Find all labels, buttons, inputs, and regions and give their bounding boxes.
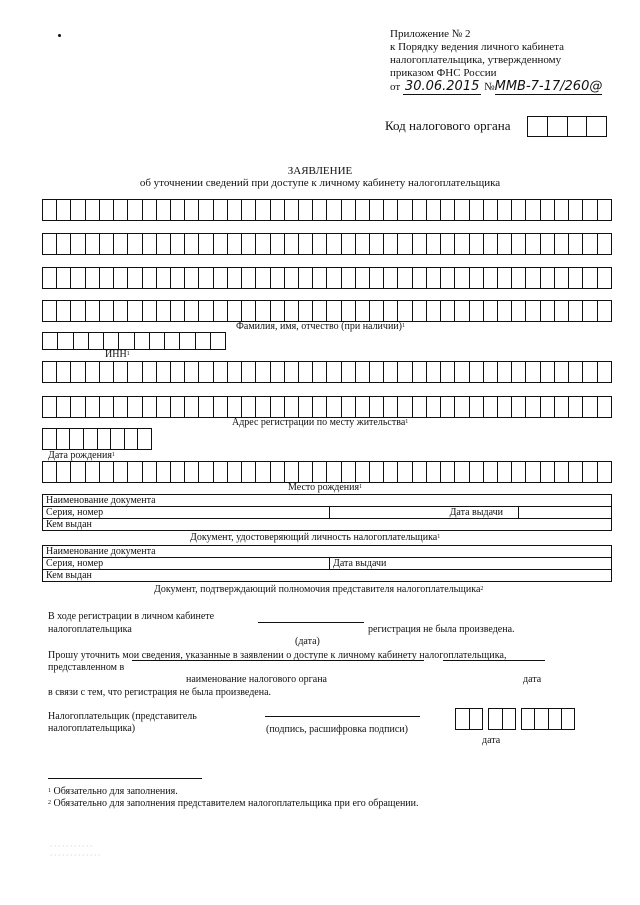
signer-line2: налогоплательщика) <box>48 723 136 734</box>
doc2-series-label: Серия, номер <box>43 558 330 570</box>
p2-line1: Прошу уточнить мои сведения, указанные в заявлении о доступе к личному кабинету налогоплательщика, <box>48 650 507 661</box>
fio-caption: Фамилия, имя, отчество (при наличии)$^1$ <box>236 321 405 332</box>
address-row-2[interactable] <box>42 396 612 418</box>
fio-row-3[interactable] <box>42 267 612 289</box>
p1-date-caption: (дата) <box>295 636 320 647</box>
appendix-order-line <box>390 80 602 94</box>
address-row-1[interactable] <box>42 361 612 383</box>
sign-date-month[interactable] <box>488 708 516 730</box>
appendix-date: 30.06.2015 <box>404 79 480 94</box>
p2-line2: представленном в <box>48 662 125 673</box>
doc2-issue-date-label: Дата выдачи <box>330 558 612 570</box>
birth-date-caption: Дата рождения$^1$ <box>48 450 115 461</box>
tax-code-label: Код налогового органа <box>385 118 511 133</box>
doc2-issued-by-label: Кем выдан <box>43 570 612 582</box>
signature-caption: (подпись, расшифровка подписи) <box>266 724 408 735</box>
rep-document-table <box>42 545 612 582</box>
appendix-from: от <box>390 81 401 93</box>
doc1-issued-by-label: Кем выдан <box>43 519 612 531</box>
p1-date-field[interactable] <box>258 622 364 623</box>
doc1-issue-date-field[interactable] <box>519 507 612 519</box>
footnote-divider <box>48 778 202 779</box>
doc1-name-label: Наименование документа <box>43 495 612 507</box>
inn-caption: ИНН$^1$ <box>105 349 130 360</box>
form-subtitle: об уточнении сведений при доступе к личному кабинету налогоплательщика <box>139 177 501 189</box>
appendix-line3: налогоплательщика, утвержденному <box>390 54 562 66</box>
inn-boxes[interactable] <box>42 332 226 350</box>
p1-left-line1: В ходе регистрации в личном кабинете <box>48 611 215 622</box>
id-document-table <box>42 494 612 531</box>
doc1-series-label: Серия, номер <box>43 507 330 519</box>
scan-dot <box>58 34 61 37</box>
sign-date-day[interactable] <box>455 708 483 730</box>
signer-line1: Налогоплательщик (представитель <box>48 711 197 722</box>
p2-line3: в связи с тем, что регистрация не была произведена. <box>48 687 272 698</box>
footnote-1: $^1$ Обязательно для заполнения. <box>48 786 178 797</box>
address-caption: Адрес регистрации по месту жительства$^1$ <box>232 417 409 428</box>
signature-field[interactable] <box>265 716 420 717</box>
doc1-issue-date-label: Дата выдачи <box>330 507 519 519</box>
appendix-number: ММВ-7-17/260@ <box>494 79 603 94</box>
appendix-line2: к Порядку ведения личного кабинета <box>390 41 564 53</box>
sign-date-caption: дата <box>482 735 501 746</box>
footnote-2: $^2$ Обязательно для заполнения представителем налогоплательщика при его обращении. <box>48 798 419 809</box>
appendix-no: № <box>484 81 495 93</box>
rep-doc-caption: Документ, подтверждающий полномочия представителя налогоплательщика$^2$ <box>154 584 484 595</box>
p2-org-caption: наименование налогового органа <box>186 674 327 685</box>
fio-row-2[interactable] <box>42 233 612 255</box>
p1-right: регистрация не была произведена. <box>368 624 515 635</box>
sign-date-year[interactable] <box>521 708 575 730</box>
p1-left-line2: налогоплательщика <box>48 624 132 635</box>
id-doc-caption: Документ, удостоверяющий личность налогоплательщика$^1$ <box>190 532 441 543</box>
birth-place-row[interactable] <box>42 461 612 483</box>
appendix-line1: Приложение № 2 <box>390 28 471 40</box>
p2-date-caption: дата <box>523 674 542 685</box>
birth-place-caption: Место рождения$^1$ <box>288 482 363 493</box>
fio-row-1[interactable] <box>42 199 612 221</box>
fio-row-4[interactable] <box>42 300 612 322</box>
birth-date-boxes[interactable] <box>42 428 152 450</box>
appendix-line4: приказом ФНС России <box>390 67 497 79</box>
scan-artifact: · · · · · · · · · · · · · · · · · · · · · · · · <box>50 842 100 860</box>
form-title: ЗАЯВЛЕНИЕ <box>287 165 353 177</box>
p2-date-field[interactable] <box>443 660 545 661</box>
tax-code-boxes[interactable] <box>527 116 607 137</box>
p2-org-field[interactable] <box>132 660 424 661</box>
doc2-name-label: Наименование документа <box>43 546 612 558</box>
